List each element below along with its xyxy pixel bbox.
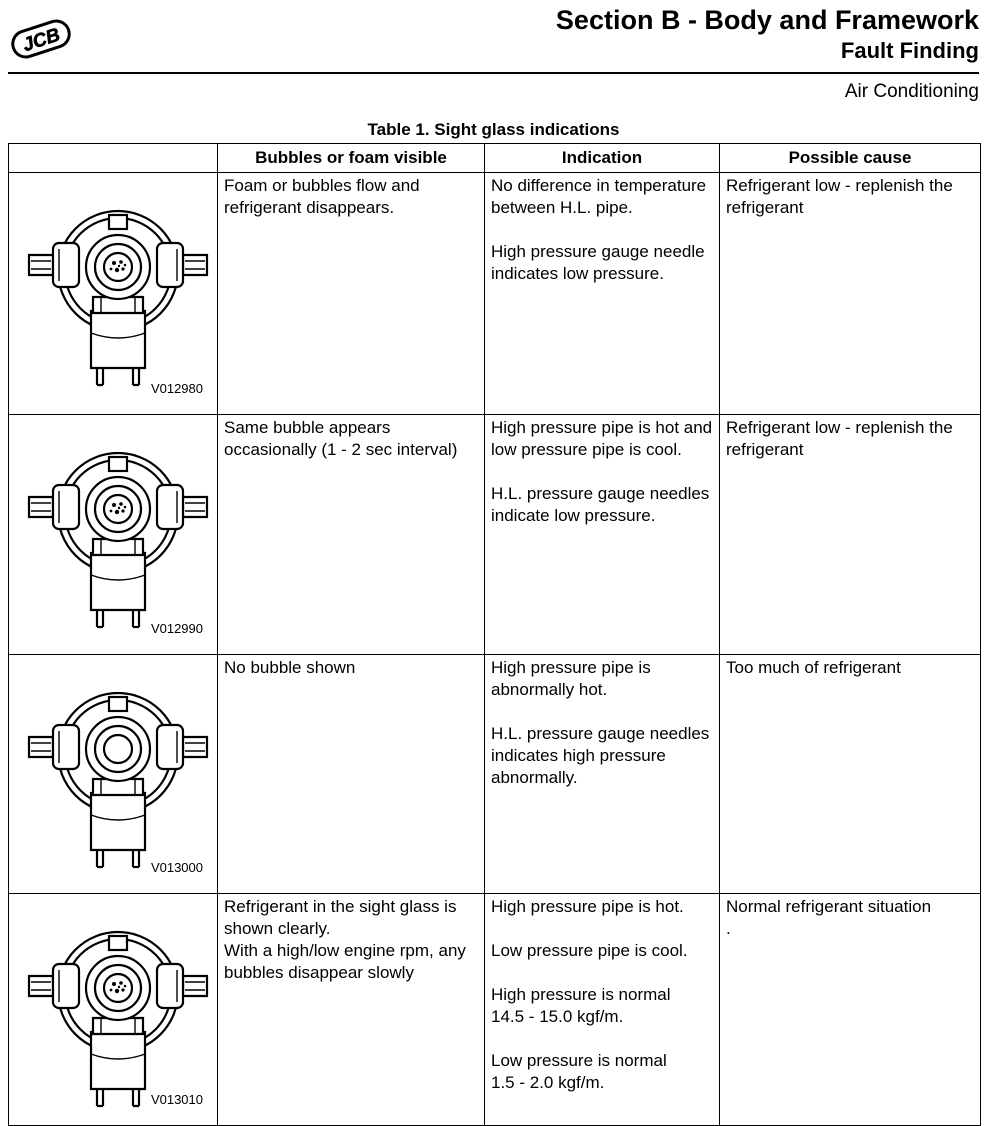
indication-text: High pressure pipe is hot and low pressure pipe is cool. bbox=[491, 418, 713, 459]
figure-cell bbox=[9, 415, 218, 655]
indication-text: H.L. pressure gauge needles indicate low pressure. bbox=[491, 484, 710, 525]
cause-cell bbox=[720, 655, 981, 894]
indication-text: High pressure pipe is hot. bbox=[491, 897, 684, 916]
header-divider bbox=[8, 72, 979, 74]
indication-text: No difference in temperature between H.L. pipe. bbox=[491, 176, 707, 217]
column-header-indication: Indication bbox=[485, 144, 720, 173]
table-caption: Table 1. Sight glass indications bbox=[367, 120, 620, 139]
section-title: Section B - Body and Framework bbox=[555, 5, 979, 35]
jcb-logo bbox=[8, 14, 74, 64]
indication-text: Low pressure pipe is cool. bbox=[491, 941, 688, 960]
figure-cell bbox=[9, 655, 218, 894]
cause-text: Too much of refrigerant bbox=[726, 658, 901, 677]
figure-cell bbox=[9, 173, 218, 415]
bubbles-text: No bubble shown bbox=[224, 658, 356, 677]
table-row bbox=[9, 655, 981, 894]
indication-text: Low pressure is normal 1.5 - 2.0 kgf/m. bbox=[491, 1051, 667, 1092]
indication-cell bbox=[485, 415, 720, 655]
subsection-title: Fault Finding bbox=[840, 38, 979, 63]
cause-cell bbox=[720, 894, 981, 1126]
column-header-figure bbox=[9, 144, 218, 173]
sight-glass-diagram bbox=[23, 435, 213, 645]
figure-code: V013010 bbox=[150, 1092, 203, 1107]
figure-code: V013000 bbox=[150, 860, 203, 875]
bubbles-text: Foam or bubbles flow and refrigerant disappears. bbox=[224, 176, 420, 217]
bubbles-cell bbox=[218, 415, 485, 655]
table-row bbox=[9, 894, 981, 1126]
logo-text: JCB bbox=[20, 24, 63, 57]
cause-text: Normal refrigerant situation . bbox=[726, 897, 932, 938]
bubbles-cell bbox=[218, 173, 485, 415]
indication-cell bbox=[485, 894, 720, 1126]
bubbles-text: Refrigerant in the sight glass is shown clearly. With a high/low engine rpm, any bubbles disappear slowly bbox=[224, 897, 466, 982]
sight-glass-diagram bbox=[23, 675, 213, 885]
column-header-cause: Possible cause bbox=[720, 144, 981, 173]
column-header-bubbles: Bubbles or foam visible bbox=[218, 144, 485, 173]
figure-code: V012990 bbox=[150, 621, 203, 636]
cause-text: Refrigerant low - replenish the refrigerant bbox=[726, 176, 953, 217]
indication-cell bbox=[485, 173, 720, 415]
sight-glass-table bbox=[8, 143, 981, 1126]
indication-cell bbox=[485, 655, 720, 894]
cause-cell bbox=[720, 415, 981, 655]
cause-text: Refrigerant low - replenish the refrigerant bbox=[726, 418, 953, 459]
table-header-row bbox=[9, 144, 981, 173]
table-row bbox=[9, 173, 981, 415]
sight-glass-diagram bbox=[23, 193, 213, 403]
figure-cell bbox=[9, 894, 218, 1126]
indication-text: High pressure gauge needle indicates low pressure. bbox=[491, 242, 705, 283]
indication-text: H.L. pressure gauge needles indicates high pressure abnormally. bbox=[491, 724, 710, 787]
indication-text: High pressure is normal 14.5 - 15.0 kgf/m. bbox=[491, 985, 671, 1026]
page-title bbox=[556, 4, 979, 66]
bubbles-text: Same bubble appears occasionally (1 - 2 sec interval) bbox=[224, 418, 458, 459]
table-row bbox=[9, 415, 981, 655]
cause-cell bbox=[720, 173, 981, 415]
topic-label: Air Conditioning bbox=[844, 81, 979, 102]
figure-code: V012980 bbox=[150, 381, 203, 396]
indication-text: High pressure pipe is abnormally hot. bbox=[491, 658, 651, 699]
bubbles-cell bbox=[218, 894, 485, 1126]
bubbles-cell bbox=[218, 655, 485, 894]
